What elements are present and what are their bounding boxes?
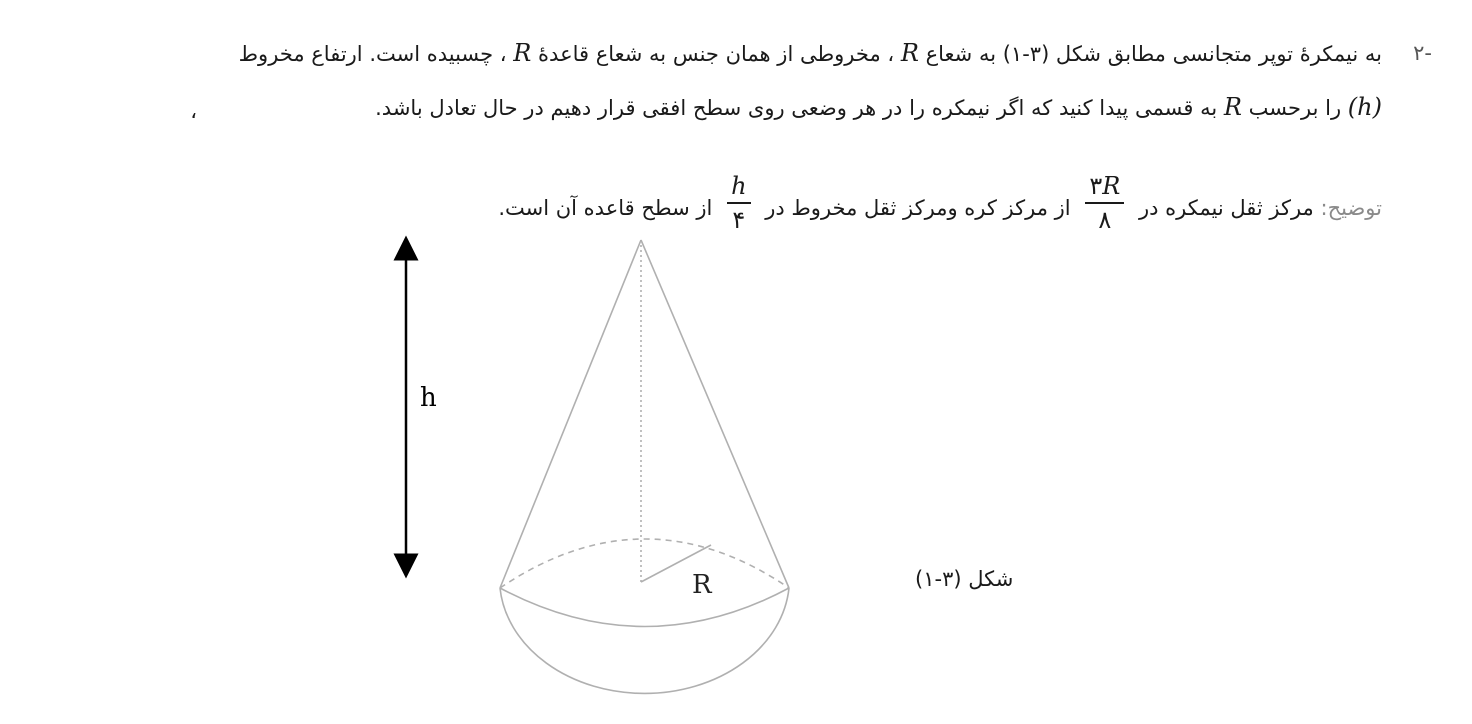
fraction2-denominator: ۴ xyxy=(732,206,746,234)
line1-text-b: ، مخروطی از همان جنس به شعاع قاعدهٔ xyxy=(538,42,895,66)
radius-label: R xyxy=(692,570,712,600)
numerator-var: R xyxy=(1102,172,1121,200)
note-text-a: مرکز ثقل نیمکره در xyxy=(1138,196,1314,220)
comma-mark: ، xyxy=(190,99,197,123)
cone-left-edge xyxy=(500,240,641,588)
numerator2-var: h xyxy=(731,172,747,200)
height-label: h xyxy=(420,383,437,413)
line2-text-a: را برحسب xyxy=(1248,96,1342,120)
figure-caption: شکل (۳-۱) xyxy=(915,567,1014,591)
cone-right-edge xyxy=(641,240,789,588)
radius-symbol: R xyxy=(900,39,919,67)
note-label: توضیح: xyxy=(1320,196,1382,220)
base-radius-symbol: R xyxy=(513,39,532,67)
note-text-c: از سطح قاعده آن است. xyxy=(498,196,713,220)
line1-text-a: به نیمکرهٔ توپر متجانسی مطابق شکل (۳-۱) به شعاع xyxy=(925,42,1382,66)
radius-symbol-2: R xyxy=(1223,93,1242,121)
base-front-arc xyxy=(500,588,789,627)
height-symbol: (h) xyxy=(1347,93,1382,121)
hemisphere-outline xyxy=(500,588,789,693)
fraction-denominator: ۸ xyxy=(1098,206,1112,234)
line2-text-b: به قسمی پیدا کنید که اگر نیمکره را در هر وضعی روی سطح افقی قرار دهیم در حال تعادل باشد. xyxy=(375,96,1218,120)
question-number: -۲ xyxy=(1413,41,1432,65)
numerator-digit: ۳ xyxy=(1089,172,1103,200)
note-text-b: از مرکز کره ومرکز ثقل مخروط در xyxy=(765,196,1071,220)
line1-text-c: ، چسبیده است. ارتفاع مخروط xyxy=(238,42,507,66)
